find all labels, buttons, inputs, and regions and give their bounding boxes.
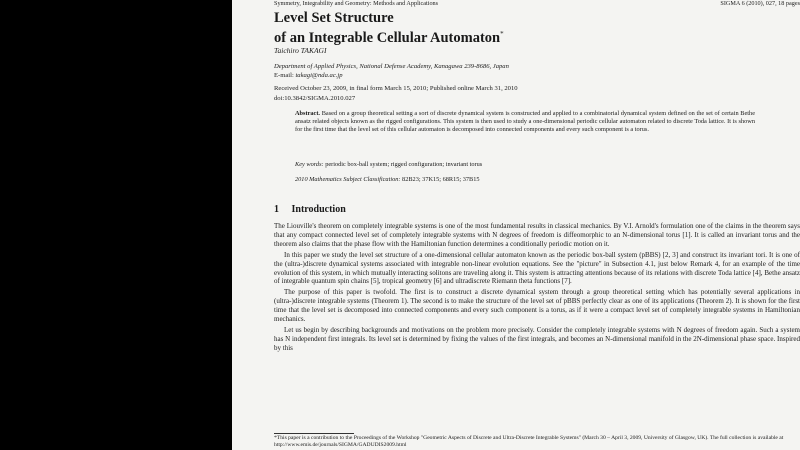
paper-title xyxy=(274,10,504,46)
journal-ref: SIGMA 6 (2010), 027, 18 pages xyxy=(720,0,800,7)
paragraph: Let us begin by describing backgrounds and motivations on the problem more precisely. Consider the completely integrable systems with N degrees of freedom again. Such a system has N independent first integrals. Its level set is determined by fixing the values of the first integrals, and becomes an N-dimensional manifold in the 2N-dimensional phase space. Inspired by this xyxy=(274,325,800,352)
keywords-label: Key words: xyxy=(295,161,324,168)
paragraph: In this paper we study the level set structure of a one-dimensional cellular automaton known as the periodic box-ball system (pBBS) [2, 3] and construct its invariant tori. It is one of the (ultra-)discrete dynamical systems associated with integrable non-linear evolution equations. See the "picture" in Subsection 4.1, just below Remark 4, for an example of the time evolution of this system, in which mutually interacting solitons are traveling along it. This system is attracting attentions because of its relations with discrete Toda lattice [4], Bethe ansatz of integrable quantum spin chains [5], tropical geometry [6] and ultradiscrete Riemann theta functions [7]. xyxy=(274,250,800,286)
running-header xyxy=(274,0,800,7)
abstract-label: Abstract. xyxy=(295,110,321,117)
abstract xyxy=(295,110,755,135)
email-label: E-mail: xyxy=(274,72,296,79)
dates-line: Received October 23, 2009, in final form March 15, 2010; Published online March 31, 2010 xyxy=(274,85,518,92)
section-number: 1 xyxy=(274,204,279,215)
keywords-text: periodic box-ball system; rigged configuration; invariant torus xyxy=(325,161,483,168)
email-link[interactable]: takagi@nda.ac.jp xyxy=(295,72,343,79)
journal-name: Symmetry, Integrability and Geometry: Methods and Applications xyxy=(274,0,439,7)
paragraph: The Liouville's theorem on completely integrable systems is one of the most fundamental results in classical mechanics. By V.I. Arnold's formulation one of the claims in the theorem says that any compact connected level set of completely integrable systems with N degrees of freedom is diffeomorphic to an N-dimensional torus [1]. It is called an invariant torus and the theorem also claims that the phase flow with the Hamiltonian function determines a conditionally periodic motion on it. xyxy=(274,222,800,248)
section-title: Introduction xyxy=(291,204,346,215)
affiliation-block xyxy=(274,62,509,80)
affiliation: Department of Applied Physics, National Defense Academy, Kanagawa 239-8686, Japan xyxy=(274,63,509,70)
msc-classification xyxy=(295,176,480,183)
keywords xyxy=(295,161,482,168)
title-line-1: Level Set Structure xyxy=(274,10,394,26)
author: Taichiro TAKAGI xyxy=(274,46,327,55)
title-footnote-mark: * xyxy=(500,30,504,38)
paragraph: The purpose of this paper is twofold. The first is to construct a discrete dynamical system through a group theoretical setting which has potentially several applications in (ultra-)discrete integrable systems (Theorem 1). The second is to make the structure of the level set of pBBS perfectly clear as one of its applications (Theorem 2). It is shown for the first time that the level set is decomposed into connected components and every such component is a torus, as if it were a compact level set of completely integrable systems in Hamiltonian mechanics. xyxy=(274,288,800,324)
abstract-text: Based on a group theoretical setting a sort of discrete dynamical system is constructed and applied to a combinatorial dynamical system defined on the set of certain Bethe ansatz related objects known as the rigged configurations. This system is then used to study a one-dimensional periodic cellular automaton related to discrete Toda lattice. It is shown for the first time that the level set of this cellular automaton is decomposed into connected components and every such component is a torus. xyxy=(295,110,755,134)
body-text xyxy=(274,222,800,355)
msc-codes: 82B23; 37K15; 68R15; 37B15 xyxy=(402,176,480,183)
footnote: *This paper is a contribution to the Proceedings of the Workshop "Geometric Aspects of Discrete and Ultra-Discrete Integrable Systems" (March 30 – April 3, 2009, University of Glasgow, UK). The full collection is available at http://www.emis.de/journals/SIGMA/GADUDIS2009.html xyxy=(274,435,784,448)
msc-label: 2010 Mathematics Subject Classification: xyxy=(295,176,401,183)
title-line-2: of an Integrable Cellular Automaton xyxy=(274,29,501,46)
footnote-rule xyxy=(274,433,354,434)
doi[interactable]: doi:10.3842/SIGMA.2010.027 xyxy=(274,94,356,102)
publication-dates xyxy=(274,84,518,103)
paper-page xyxy=(232,0,800,450)
section-heading xyxy=(274,204,356,215)
